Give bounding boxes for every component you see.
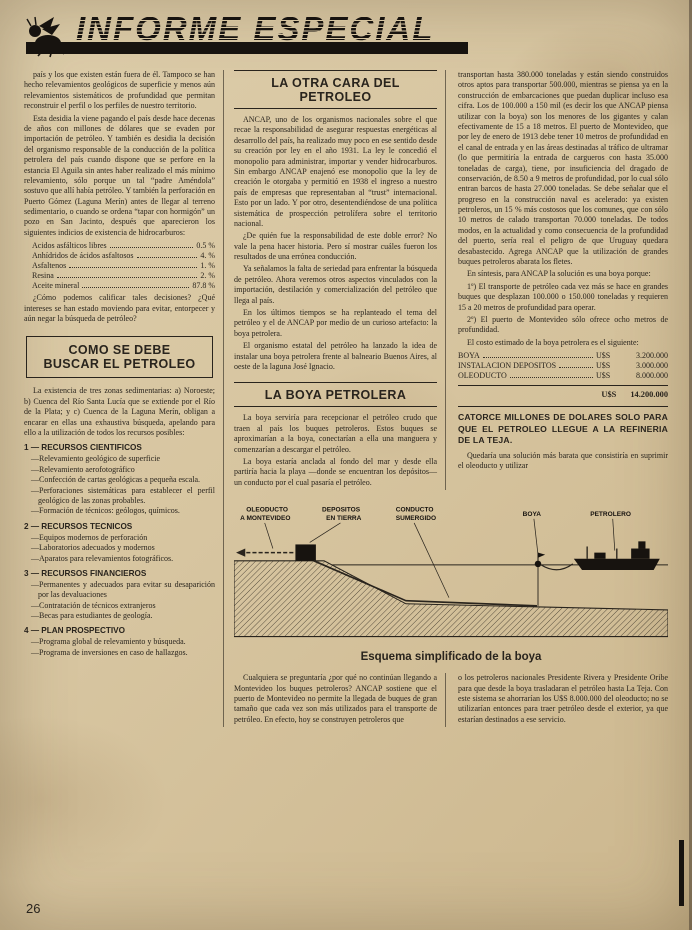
- tanker-shape: [574, 541, 660, 570]
- resource-item: —Permanentes y adecuados para evitar su desaparición por las devaluaciones: [31, 579, 215, 600]
- cost-label: BOYA: [458, 351, 480, 361]
- cost-row: [458, 361, 668, 370]
- headline-otra-cara: LA OTRA CARA DEL PETROLEO: [234, 70, 437, 109]
- resource-item: —Confección de cartas geológicas a pequeña escala.: [31, 475, 201, 485]
- binding-edge-mark: [679, 840, 684, 906]
- headline-boya-petrolera: LA BOYA PETROLERA: [234, 382, 437, 407]
- paragraph: 1º) El transporte de petróleo cada vez más se hace en grandes buques que desplazan 100.000 o 150.000 toneladas y requieren 15 a 20 metros de profundidad para operar.: [458, 281, 668, 312]
- cost-label: INSTALACION DEPOSITOS: [458, 361, 557, 371]
- paragraph: ¿De quién fue la responsabilidad de este doble error? No vale la pena hacer historia. Pero sí mostrar cuáles fueron los resultados de una errónea conducción.: [234, 231, 437, 262]
- paragraph: ¿Cómo podemos calificar tales decisiones? ¿Qué intereses se han estado moviendo para evitar, entorpecer y aún negar la búsqueda de petróleo?: [24, 293, 215, 324]
- depot-shape: [295, 545, 315, 561]
- buoy-diagram-figure: [234, 494, 668, 644]
- resource-item: —Programa global de relevamiento y búsqueda.: [31, 637, 186, 647]
- paragraph: o los petroleros nacionales Presidente Rivera y Presidente Oribe para que desde la boya trasladaran el petróleo hasta La Teja. Con este sistema se ahorrarían los U$S 8.000.000 del oleoducto; no se utilizarían entonces para traer petróleo desde el exterior, ya que estarían destinados a ese servicio.: [458, 673, 668, 724]
- column-right-top: [456, 70, 668, 490]
- label-conducto: CONDUCTO: [395, 506, 434, 514]
- svg-text:A MONTEVIDEO: A MONTEVIDEO: [240, 514, 291, 522]
- svg-text:EN TIERRA: EN TIERRA: [326, 514, 362, 522]
- resource-item: —Programa de inversiones en caso de hallazgos.: [31, 647, 188, 657]
- label-oleoducto: OLEODUCTO: [246, 506, 289, 514]
- paragraph: En síntesis, para ANCAP la solución es una boya porque:: [467, 269, 651, 279]
- content-grid: [24, 70, 668, 727]
- resource-group-title: 4 — PLAN PROSPECTIVO: [24, 626, 125, 636]
- dotted-leader: [510, 377, 593, 378]
- page-number: 26: [26, 901, 41, 916]
- paragraph: La existencia de tres zonas sedimentarias: a) Noroeste; b) Cuenca del Río Santa Lucía que se extiende por el Río de la Plata; y c) Cuenca de la Laguna Merín, obligan a encarar en ellas una exhaustiva búsqueda, apelando para ello a la utilización de todos los recursos posibles:: [24, 386, 215, 437]
- dotted-leader: [69, 267, 197, 268]
- page-title: INFORME ESPECIAL: [76, 10, 435, 47]
- paragraph: transportan hasta 380.000 toneladas y están siendo construidos otros aptos para transportar 500.000, mientras se piensa ya en la construcción de embarcaciones que puedan duplicar incluso esa cifra. Los de 100.000 a 150 mil (es decir los que ANCAP piensa utilizar con la boya) son los menores de los gigantes y calan efectivamente de 15 a 18 metros. El puerto de Montevideo, que por ley de enero de 1913 debe tener 10 metros de profundidad en el canal de entrada y en las áreas destinadas al tráfico de ultramar (lo que permitiría la entrada de cargueros con hasta 35.000 toneladas de carga), tiene, por insuficiencia del dragado de conservación, de 8.50 a 9 metros de profundidad, por lo cual sólo entran barcos de hasta 27.000 toneladas. Se debe señalar que el progreso en la construcción naval es acelerado: ya existen petroleros, un 15 % más costosos que los comunes, que con sólo 10 metros de calado transportan 70.000 toneladas. De todos modos, en la actualidad y como consecuencia de la profundidad del puerto, sería real el peligro de que Uruguay quedara desabastecido. Agrega ANCAP que la utilización de grandes buques petroleros abarata los fletes.: [458, 70, 668, 267]
- cost-amount: 8.000.000: [636, 371, 668, 381]
- analysis-row: [32, 261, 215, 270]
- cost-currency: U$S: [596, 361, 611, 371]
- analysis-label: Aceite mineral: [32, 281, 80, 291]
- dotted-leader: [137, 257, 198, 258]
- analysis-value: 2. %: [200, 271, 215, 281]
- paragraph: Esta desidia la viene pagando el país desde hace decenas de años con millones de dólares que se evaden por importación de petróleo. Y también es desidia la decisión del organismo responsable de la conducción de la política petrolera del país cuando dispone que se perfore en la estancia El Aguila sin antes haber realizado el más mínimo relevamiento, sólo porque un tal “padre Améndola” sostuvo que allí había petróleo. Y también la perforación en Puerto Gómez (Laguna Merín) antes de llegar al terreno sedimentario, o cuando se ordena “tapar con hormigón” un pozo en San Jacinto, después que aparecieron los siguientes indicios de existencia de hidrocarburos:: [24, 113, 215, 237]
- column-middle-bottom: [234, 673, 446, 727]
- analysis-row: [32, 251, 215, 260]
- cost-label: OLEODUCTO: [458, 371, 507, 381]
- resource-item: —Relevamiento aerofotográfico: [31, 464, 135, 474]
- resource-item: —Aparatos para relevamientos fotográficos.: [31, 553, 174, 563]
- paragraph: Cualquiera se preguntaría ¿por qué no continúan llegando a Montevideo los buques petroleros? ANCAP sostiene que el puerto de Montevideo no permite la llegada de buques de gran tamaño que cada vez son más utilizados para el transporte de petróleo. En efecto, hoy se construyen petroleros que: [234, 673, 437, 724]
- cost-amount: 3.000.000: [636, 361, 668, 371]
- resource-item: —Laboratorios adecuados y modernos: [31, 543, 155, 553]
- analysis-value: 4. %: [200, 251, 215, 261]
- resource-item: —Becas para estudiantes de geología.: [31, 611, 153, 621]
- cost-total-row: [458, 385, 668, 399]
- cost-currency: U$S: [596, 371, 611, 381]
- total-amount: 14.200.000: [630, 390, 668, 400]
- cost-amount: 3.200.000: [636, 351, 668, 361]
- analysis-label: Acidos asfálticos libres: [32, 241, 107, 251]
- paragraph: El costo estimado de la boya petrolera es el siguiente:: [467, 337, 639, 347]
- masthead: [24, 10, 668, 66]
- resources-list: [24, 443, 215, 658]
- dotted-leader: [110, 247, 194, 248]
- analysis-label: Resina: [32, 271, 54, 281]
- column-middle-top: [234, 70, 446, 490]
- dotted-leader: [559, 367, 593, 368]
- total-currency: U$S: [601, 390, 617, 400]
- emphasis-paragraph: CATORCE MILLONES DE DOLARES SOLO PARA QUE EL PETROLEO LLEGUE A LA REFINERIA DE LA TEJA.: [458, 406, 668, 447]
- analysis-value: 1. %: [200, 261, 215, 271]
- analysis-value: 0.5 %: [196, 241, 215, 251]
- column-right-bottom: [456, 673, 668, 727]
- seabed-cross-section: [234, 561, 668, 637]
- cost-currency: U$S: [596, 351, 611, 361]
- cost-table: [458, 351, 668, 399]
- label-depositos: DEPOSITOS: [322, 506, 361, 514]
- analysis-row: [32, 271, 215, 280]
- paragraph: Quedaría una solución más barata que consistiría en suprimir el oleoducto y utilizar: [458, 450, 668, 471]
- dotted-leader: [82, 287, 189, 288]
- column-left: [24, 70, 224, 727]
- diagram-caption: Esquema simplificado de la boya: [360, 651, 542, 664]
- hydrocarbon-analysis-list: [24, 241, 215, 290]
- resource-group-title: 2 — RECURSOS TECNICOS: [24, 521, 133, 531]
- cost-row: [458, 351, 668, 360]
- paragraph: La boya serviría para recepcionar el petróleo crudo que traen al país los buques petroleros. Estos buques se aproximarían a la boya, conectarían a ella una manguera y comenzarían a descargar el petróleo.: [234, 413, 437, 454]
- analysis-value: 87.8 %: [192, 281, 215, 291]
- resource-item: —Equipos modernos de perforación: [31, 532, 148, 542]
- paragraph: La boya estaría anclada al fondo del mar y desde ella partiría hacia la playa —donde se encuentran los depósitos— un conducto por el cual pasaría el petróleo.: [234, 456, 437, 487]
- svg-text:SUMERGIDO: SUMERGIDO: [395, 514, 437, 522]
- dotted-leader: [483, 357, 593, 358]
- resource-item: —Perforaciones sistemáticas para establecer el perfil geológico de las zonas probables.: [31, 485, 215, 505]
- paragraph: El organismo estatal del petróleo ha lanzado la idea de instalar una boya petrolera frente al balneario Buenos Aires, al oeste de la laguna José Ignacio.: [234, 341, 437, 371]
- paragraph: ANCAP, uno de los organismos nacionales sobre el que recae la responsabilidad de asegurar respuestas energéticas al desarrollo del país, ha realizado muy poco en ese sentido desde su creación por ley en el año 1931. La ley le concedió el monopolio para administrar, importar y vender hidrocarburos. Sin embargo ANCAP enajenó ese monopolio que la ley de creación le otorgaba y permitió en 1938 el ingreso a nuestro país de empresas que representaban al “trust” internacional. Esto por un lado. Y por otro, desentendiéndose de una política sistemática de prospección petrolífera sobre el territorio nacional.: [234, 115, 437, 228]
- resource-item: —Contratación de técnicos extranjeros: [31, 600, 156, 610]
- analysis-label: Anhídridos de ácidos asfaltosos: [32, 251, 134, 261]
- analysis-row: [32, 241, 215, 250]
- label-boya: BOYA: [522, 510, 541, 518]
- label-petrolero: PETROLERO: [590, 510, 631, 518]
- resource-group-title: 1 — RECURSOS CIENTIFICOS: [24, 443, 142, 453]
- headline-como-buscar: COMO SE DEBE BUSCAR EL PETROLEO: [26, 336, 213, 378]
- analysis-row: [32, 281, 215, 290]
- resource-group-title: 3 — RECURSOS FINANCIEROS: [24, 568, 147, 578]
- analysis-label: Asfaltenos: [32, 261, 67, 271]
- dotted-leader: [57, 277, 198, 278]
- paragraph: En los últimos tiempos se ha replanteado el tema del petróleo y el de ANCAP por medio de un curioso artefacto: la boya petrolera.: [234, 308, 437, 338]
- buoy-diagram: [234, 490, 668, 673]
- paragraph: Ya señalamos la falta de seriedad para enfrentar la búsqueda de petróleo. Ahora veremos otros aspectos vinculados con la importación, destilación y comercialización del petróleo que llega al país.: [234, 264, 437, 305]
- paragraph: país y los que existen están fuera de él. Tampoco se han hecho relevamientos geológicos de superficie y menos aún relevamientos sistemáticos de profundidad que permitan reconstruir el perfil o los perfiles de nuestro territorio.: [24, 70, 215, 111]
- cost-row: [458, 371, 668, 380]
- paragraph: 2º) El puerto de Montevideo sólo ofrece ocho metros de profundidad.: [458, 314, 668, 335]
- resource-item: —Relevamiento geológico de superficie: [31, 454, 161, 464]
- resource-item: —Formación de técnicos: geólogos, químicos.: [31, 506, 180, 516]
- pipeline-arrow: [236, 549, 293, 557]
